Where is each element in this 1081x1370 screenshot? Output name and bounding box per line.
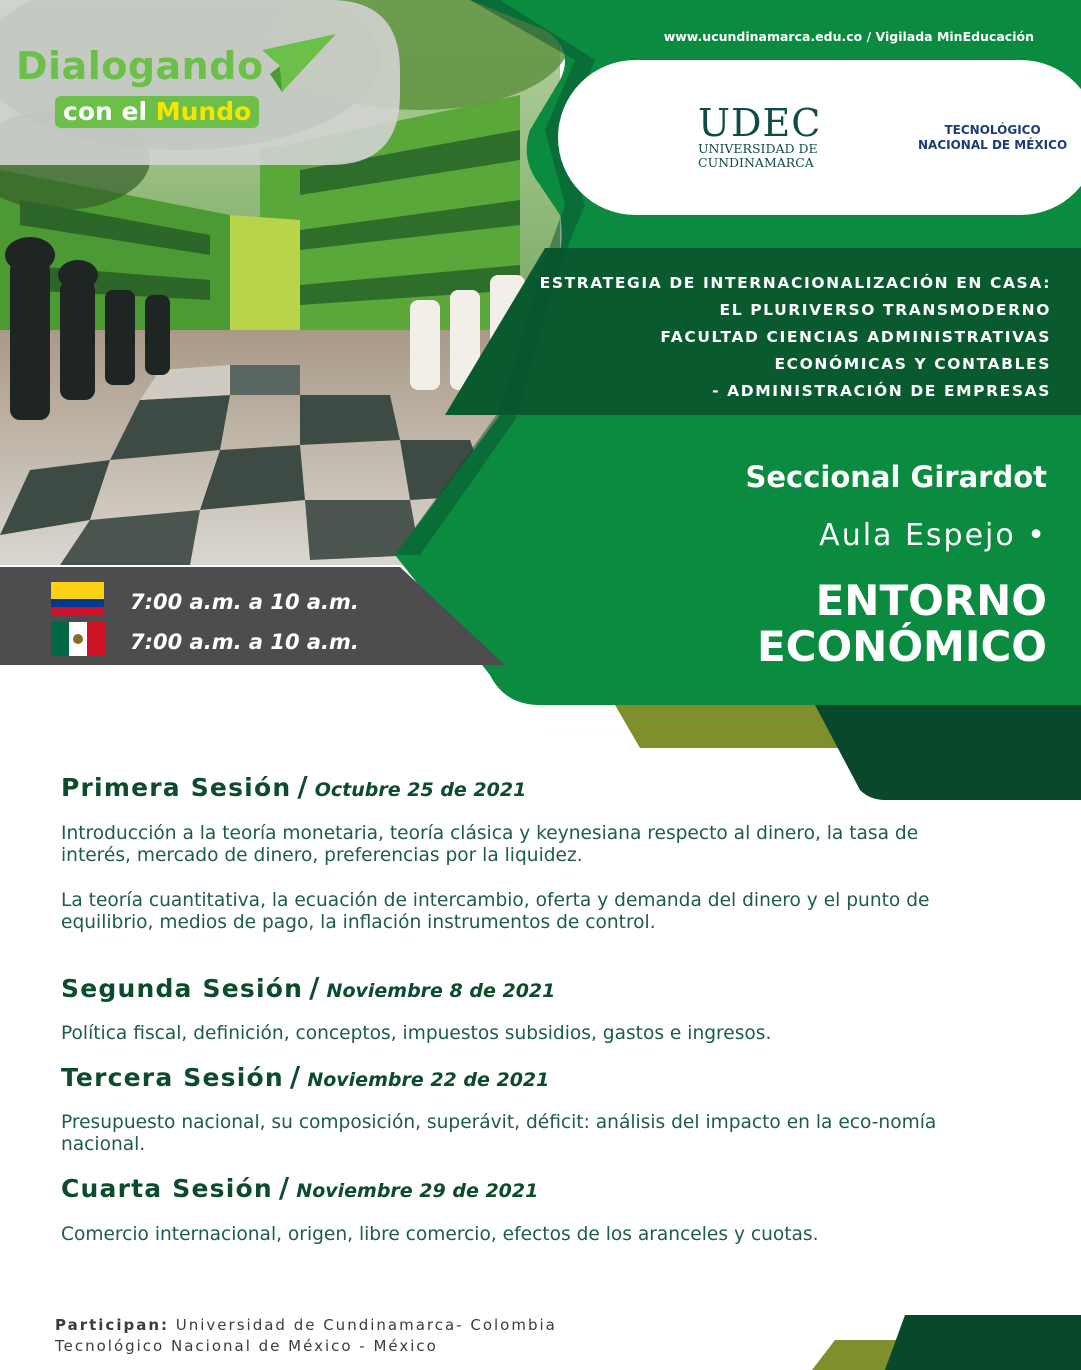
mexico-time: 7:00 a.m. a 10 a.m. (130, 630, 359, 654)
logo-title: Dialogando (16, 44, 264, 88)
event-title-line2: ECONÓMICO (756, 622, 1047, 671)
tec-line1: TECNOLÓGICO (944, 123, 1041, 137)
session-date: Noviembre 22 de 2021 (307, 1069, 550, 1091)
session-title: Segunda Sesión (61, 974, 304, 1003)
aula-label: Aula Espejo (819, 518, 1016, 553)
event-title (757, 578, 1047, 670)
strategy-line: ESTRATEGIA DE INTERNACIONALIZACIÓN EN CASA: (539, 274, 1051, 292)
strategy-line: FACULTAD CIENCIAS ADMINISTRATIVAS (660, 328, 1051, 346)
seccional-title: Seccional Girardot (745, 460, 1047, 494)
session-title: Cuarta Sesión (61, 1174, 273, 1203)
session-description: Introducción a la teoría monetaria, teoría clásica y keynesiana respecto al dinero, la tasa de interés, mercado de dinero, preferencias por la liquidez. (61, 823, 919, 866)
logo-subtitle (55, 96, 259, 128)
logo-sub-highlight: Mundo (155, 97, 252, 126)
udec-line1: UNIVERSIDAD DE (698, 141, 818, 156)
participant-2: Tecnológico Nacional de México - México (55, 1337, 438, 1355)
session-description: Comercio internacional, origen, libre comercio, efectos de los aranceles y cuotas. (61, 1224, 819, 1245)
participants-footer (55, 1315, 557, 1357)
udec-short: UDEC (698, 101, 822, 145)
participant-1: Universidad de Cundinamarca- Colombia (175, 1316, 557, 1334)
website-link[interactable]: www.ucundinamarca.edu.co / Vigilada MinEducación (663, 29, 1034, 44)
session-description: Presupuesto nacional, su composición, superávit, déficit: análisis del impacto en la eco-nomía nacional. (61, 1112, 937, 1155)
event-title-line1: ENTORNO (815, 576, 1047, 625)
logo-sub-prefix: con el (63, 97, 148, 126)
strategy-line: - ADMINISTRACIÓN DE EMPRESAS (712, 382, 1051, 400)
strategy-block (540, 270, 1051, 405)
tecnm-logo-text (918, 123, 1067, 153)
session-heading: Primera Sesión / Octubre 25 de 2021 (61, 770, 527, 803)
tec-line2: NACIONAL DE MÉXICO (918, 138, 1068, 152)
session-date: Octubre 25 de 2021 (314, 779, 527, 801)
mexico-flag-icon (51, 622, 105, 656)
colombia-time: 7:00 a.m. a 10 a.m. (130, 590, 359, 614)
udec-line2: CUNDINAMARCA (698, 155, 814, 170)
session-heading: Tercera Sesión / Noviembre 22 de 2021 (61, 1060, 550, 1093)
session-heading: Segunda Sesión / Noviembre 8 de 2021 (61, 971, 556, 1004)
bullet-icon: • (1027, 518, 1047, 553)
session-date: Noviembre 8 de 2021 (326, 980, 556, 1002)
session-title: Tercera Sesión (61, 1063, 284, 1092)
colombia-flag-icon (51, 582, 104, 616)
aula-espejo (819, 518, 1047, 553)
session-description: La teoría cuantitativa, la ecuación de intercambio, oferta y demanda del dinero y el punto de equilibrio, medios de pago, la inflación instrumentos de control. (61, 890, 930, 933)
session-heading: Cuarta Sesión / Noviembre 29 de 2021 (61, 1171, 539, 1204)
udec-logo-text (698, 101, 822, 170)
session-description: Política fiscal, definición, conceptos, impuestos subsidios, gastos e ingresos. (61, 1023, 772, 1044)
strategy-line: EL PLURIVERSO TRANSMODERNO (719, 301, 1051, 319)
session-title: Primera Sesión (61, 773, 292, 802)
strategy-line: ECONÓMICAS Y CONTABLES (774, 355, 1051, 373)
session-date: Noviembre 29 de 2021 (296, 1180, 539, 1202)
participan-label: Participan: (55, 1316, 169, 1334)
